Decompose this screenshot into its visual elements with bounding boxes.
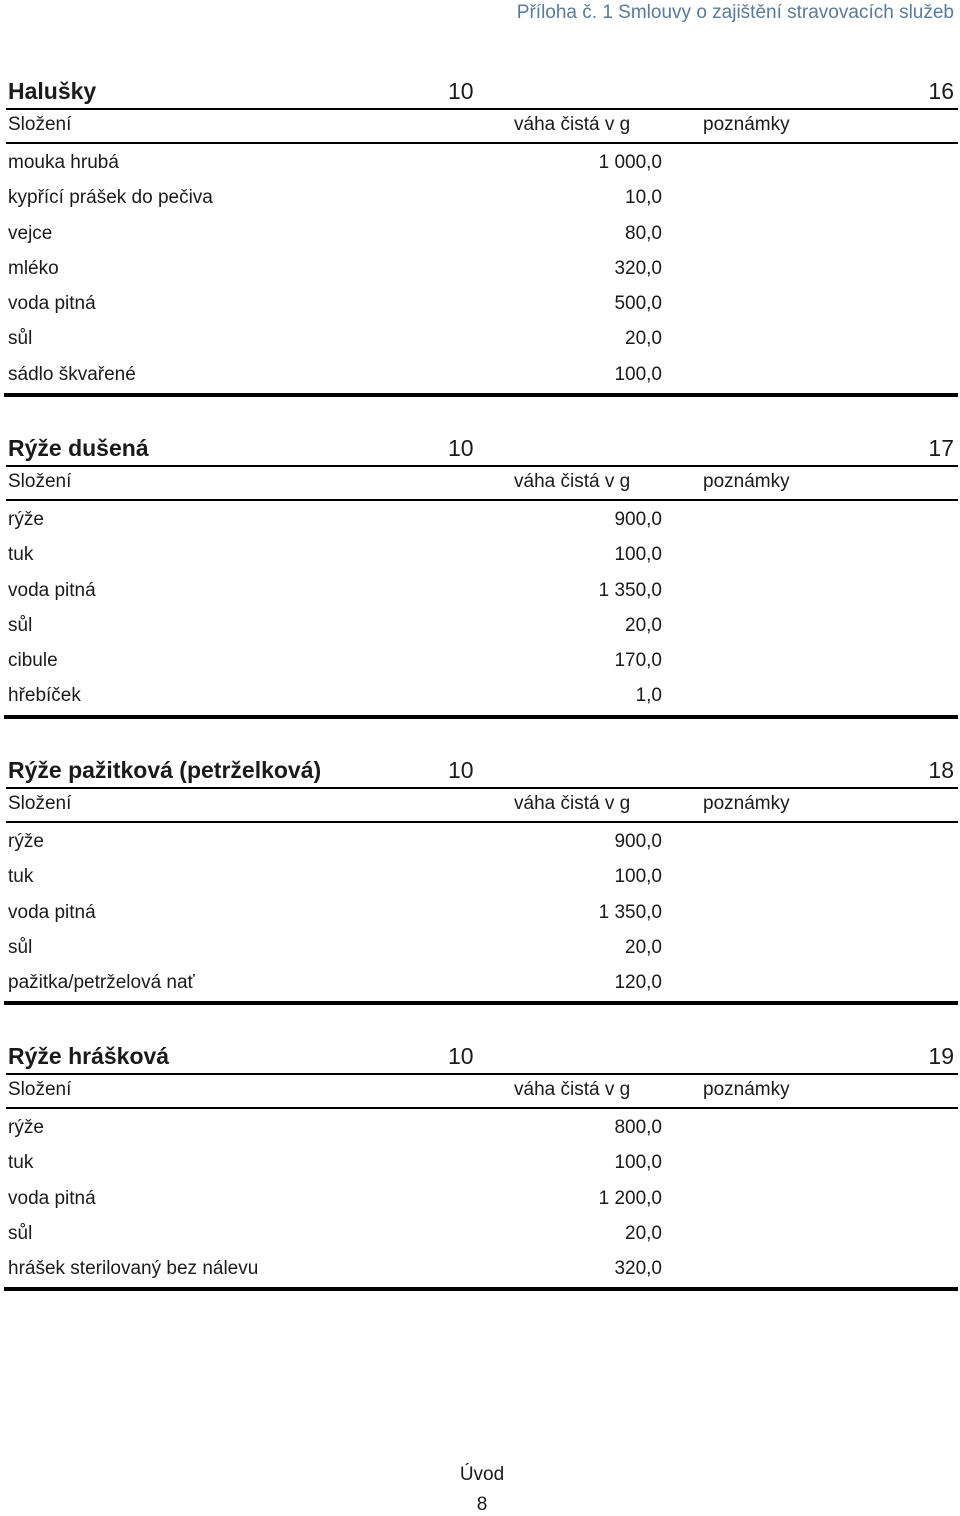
ingredient-row <box>0 1111 960 1146</box>
column-headers <box>0 1075 960 1105</box>
ingredient-weight: 170,0 <box>614 650 662 672</box>
ingredient-weight: 100,0 <box>614 363 662 385</box>
ingredient-weight: 320,0 <box>614 1258 662 1280</box>
weight-header: váha čistá v g <box>514 793 631 814</box>
recipe-name: Rýže dušená <box>8 435 149 461</box>
ingredient-name: mouka hrubá <box>8 152 119 173</box>
footer-page-number: 8 <box>476 1494 488 1515</box>
notes-header: poznámky <box>703 114 790 135</box>
weight-header: váha čistá v g <box>514 1079 631 1100</box>
page-header: Příloha č. 1 Smlouvy o zajištění stravovacích služeb <box>516 2 954 23</box>
ingredient-weight: 800,0 <box>614 1117 662 1138</box>
header-divider <box>6 821 958 823</box>
recipe-portions: 10 <box>448 1043 474 1069</box>
ingredient-row <box>0 217 960 252</box>
ingredient-row <box>0 1217 960 1252</box>
recipe-title-row <box>0 429 960 465</box>
ingredient-row <box>0 1146 960 1181</box>
footer-section: Úvod <box>459 1464 505 1485</box>
ingredient-row <box>0 644 960 679</box>
recipe-name: Rýže pažitková (petrželková) <box>8 757 322 783</box>
ingredient-row <box>0 358 960 393</box>
ingredient-weight: 1 000,0 <box>598 152 662 173</box>
ingredient-name: tuk <box>8 544 34 566</box>
ingredient-name: mléko <box>8 257 59 279</box>
composition-header: Složení <box>8 1079 72 1100</box>
ingredient-weight: 20,0 <box>625 936 662 958</box>
composition-header: Složení <box>8 471 72 492</box>
ingredient-weight: 900,0 <box>614 831 662 852</box>
ingredient-name: rýže <box>8 509 44 530</box>
ingredient-weight: 1 350,0 <box>598 579 662 601</box>
ingredient-row <box>0 322 960 357</box>
ingredient-weight: 1 200,0 <box>598 1187 662 1209</box>
ingredient-name: sůl <box>8 1222 33 1244</box>
notes-header: poznámky <box>703 471 790 492</box>
ingredient-name: voda pitná <box>8 901 96 923</box>
ingredient-row <box>0 181 960 216</box>
ingredient-weight: 500,0 <box>614 293 662 315</box>
ingredient-name: pažitka/petrželová nať <box>8 972 195 994</box>
ingredient-row <box>0 966 960 1001</box>
ingredient-list <box>0 146 960 393</box>
ingredient-name: sádlo škvařené <box>8 363 136 385</box>
ingredient-weight: 120,0 <box>614 972 662 994</box>
recipe-title-row <box>0 72 960 108</box>
column-headers <box>0 110 960 140</box>
weight-header: váha čistá v g <box>514 471 631 492</box>
column-headers <box>0 467 960 497</box>
ingredient-weight: 100,0 <box>614 866 662 888</box>
recipe-number: 17 <box>928 435 954 461</box>
recipe-portions: 10 <box>448 435 474 461</box>
ingredient-weight: 100,0 <box>614 1152 662 1174</box>
ingredient-row <box>0 825 960 860</box>
ingredient-weight: 320,0 <box>614 257 662 279</box>
recipe-title-row <box>0 751 960 787</box>
ingredient-row <box>0 931 960 966</box>
ingredient-weight: 20,0 <box>625 1222 662 1244</box>
ingredient-row <box>0 252 960 287</box>
weight-header: váha čistá v g <box>514 114 631 135</box>
ingredient-weight: 20,0 <box>625 614 662 636</box>
ingredient-row <box>0 503 960 538</box>
ingredient-name: hrášek sterilovaný bez nálevu <box>8 1258 259 1280</box>
recipe-end-divider <box>4 1001 958 1005</box>
ingredient-row <box>0 287 960 322</box>
ingredient-row <box>0 896 960 931</box>
ingredient-name: hřebíček <box>8 685 81 707</box>
ingredient-weight: 100,0 <box>614 544 662 566</box>
ingredient-row <box>0 1252 960 1287</box>
notes-header: poznámky <box>703 793 790 814</box>
header-divider <box>6 499 958 501</box>
ingredient-weight: 10,0 <box>625 187 662 209</box>
ingredient-name: kypřící prášek do pečiva <box>8 187 213 209</box>
column-headers <box>0 789 960 819</box>
ingredient-row <box>0 860 960 895</box>
recipe-block <box>0 72 960 397</box>
recipe-number: 18 <box>928 757 954 783</box>
composition-header: Složení <box>8 114 72 135</box>
recipe-end-divider <box>4 1287 958 1291</box>
ingredient-name: voda pitná <box>8 579 96 601</box>
recipe-block <box>0 751 960 1005</box>
ingredient-name: voda pitná <box>8 293 96 315</box>
header-divider <box>6 142 958 144</box>
recipe-end-divider <box>4 715 958 719</box>
ingredient-name: rýže <box>8 1117 44 1138</box>
ingredient-list <box>0 1111 960 1287</box>
ingredient-weight: 80,0 <box>625 222 662 244</box>
ingredient-row <box>0 538 960 573</box>
ingredient-weight: 900,0 <box>614 509 662 530</box>
recipe-block <box>0 429 960 719</box>
recipe-title-row <box>0 1037 960 1073</box>
ingredient-weight: 1 350,0 <box>598 901 662 923</box>
recipe-name: Rýže hrášková <box>8 1043 170 1069</box>
ingredient-row <box>0 609 960 644</box>
ingredient-name: voda pitná <box>8 1187 96 1209</box>
recipe-name: Halušky <box>8 78 97 104</box>
ingredient-row <box>0 146 960 181</box>
ingredient-list <box>0 503 960 715</box>
recipe-number: 19 <box>928 1043 954 1069</box>
recipe-end-divider <box>4 393 958 397</box>
recipe-portions: 10 <box>448 78 474 104</box>
ingredient-name: tuk <box>8 1152 34 1174</box>
recipe-block <box>0 1037 960 1291</box>
ingredient-name: sůl <box>8 936 33 958</box>
recipe-portions: 10 <box>448 757 474 783</box>
ingredient-list <box>0 825 960 1001</box>
ingredient-weight: 20,0 <box>625 328 662 350</box>
ingredient-name: vejce <box>8 222 53 244</box>
recipe-number: 16 <box>928 78 954 104</box>
ingredient-name: cibule <box>8 650 58 672</box>
ingredient-row <box>0 574 960 609</box>
ingredient-name: sůl <box>8 614 33 636</box>
ingredient-name: sůl <box>8 328 33 350</box>
ingredient-row <box>0 1182 960 1217</box>
ingredient-row <box>0 679 960 714</box>
ingredient-name: rýže <box>8 831 44 852</box>
notes-header: poznámky <box>703 1079 790 1100</box>
ingredient-name: tuk <box>8 866 34 888</box>
ingredient-weight: 1,0 <box>635 685 662 707</box>
header-divider <box>6 1107 958 1109</box>
composition-header: Složení <box>8 793 72 814</box>
